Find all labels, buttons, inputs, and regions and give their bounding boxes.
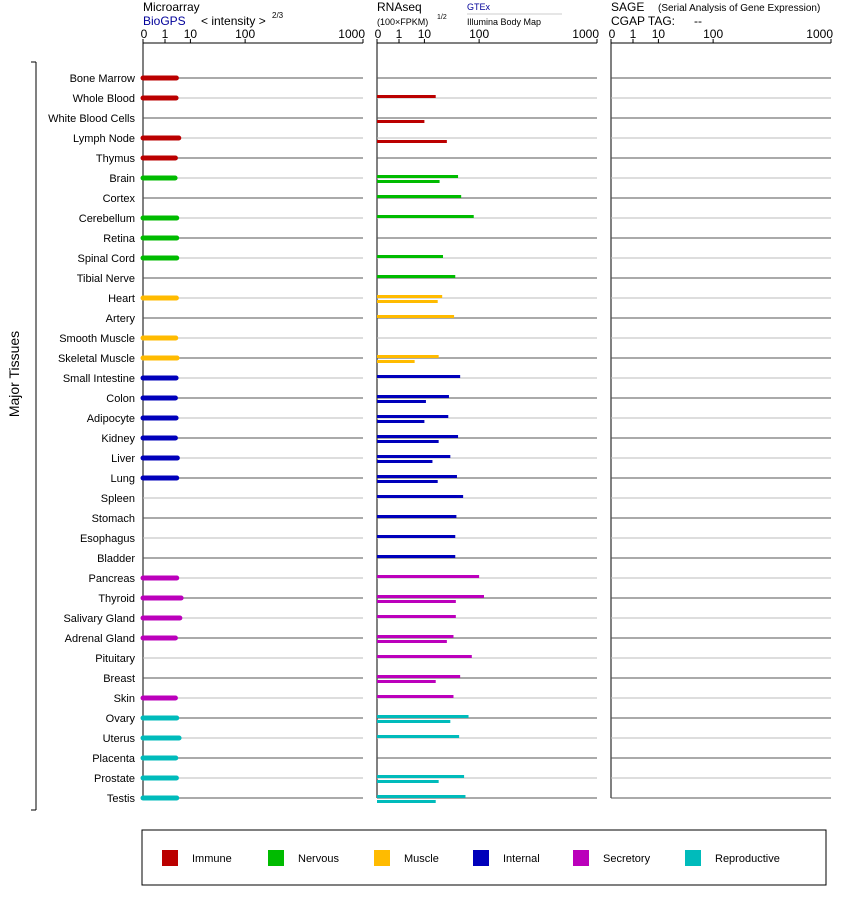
tissue-label: Spinal Cord bbox=[77, 253, 135, 265]
ibm-bar bbox=[377, 300, 438, 303]
tissue-label: Stomach bbox=[91, 513, 135, 525]
x-tick-label: 1000 bbox=[572, 27, 599, 41]
tissue-label: White Blood Cells bbox=[48, 113, 135, 125]
legend-label-muscle: Muscle bbox=[404, 853, 439, 865]
gtex-bar bbox=[377, 175, 458, 178]
legend-label-internal: Internal bbox=[503, 853, 540, 865]
legend-label-secretory: Secretory bbox=[603, 853, 651, 865]
x-tick-label: 1000 bbox=[338, 27, 365, 41]
legend-label-reproductive: Reproductive bbox=[715, 853, 780, 865]
tissue-label: Smooth Muscle bbox=[59, 333, 135, 345]
microarray-bar-base bbox=[143, 296, 146, 301]
microarray-bar-base bbox=[143, 636, 146, 641]
microarray-scale-exponent: 2/3 bbox=[272, 11, 284, 20]
panel-headers bbox=[143, 0, 820, 28]
ibm-bar bbox=[377, 780, 439, 783]
tissue-label: Lymph Node bbox=[73, 133, 135, 145]
tissue-label: Thymus bbox=[95, 153, 135, 165]
microarray-bar-base bbox=[143, 576, 146, 581]
x-tick-label: 0 bbox=[608, 27, 616, 41]
microarray-scale-label: < intensity > bbox=[201, 14, 266, 28]
ibm-bar bbox=[377, 600, 456, 603]
y-axis-label: Major Tissues bbox=[6, 330, 22, 418]
gtex-bar bbox=[377, 435, 458, 438]
gtex-bar bbox=[377, 515, 456, 518]
gtex-bar bbox=[377, 775, 464, 778]
microarray-bar-base bbox=[143, 776, 146, 781]
tissue-label: Cerebellum bbox=[78, 213, 135, 225]
microarray-bar-base bbox=[143, 436, 146, 441]
tissue-label: Prostate bbox=[94, 773, 135, 785]
microarray-bar-base bbox=[143, 336, 146, 341]
gtex-bar bbox=[377, 475, 457, 478]
microarray-bar-base bbox=[143, 616, 146, 621]
ibm-bar bbox=[377, 640, 447, 643]
microarray-bar-base bbox=[143, 796, 146, 801]
ibm-bar bbox=[377, 440, 439, 443]
x-tick-label: 1 bbox=[395, 27, 403, 41]
tissue-label: Bladder bbox=[97, 553, 135, 565]
sage-title: SAGE bbox=[611, 0, 645, 14]
x-tick-label: 100 bbox=[703, 27, 724, 41]
gtex-bar bbox=[377, 695, 453, 698]
rnaseq-unit-label: (100×FPKM) bbox=[377, 17, 429, 27]
tissue-label: Liver bbox=[111, 453, 135, 465]
tissue-label: Pituitary bbox=[95, 653, 135, 665]
ibm-bar bbox=[377, 180, 440, 183]
tissue-label: Placenta bbox=[92, 753, 135, 765]
microarray-bar-base bbox=[143, 596, 146, 601]
gtex-bar bbox=[377, 595, 484, 598]
x-tick-label: 1000 bbox=[806, 27, 833, 41]
gtex-bar bbox=[377, 735, 459, 738]
ibm-bar bbox=[377, 480, 438, 483]
microarray-bar-base bbox=[143, 76, 146, 81]
tissue-label: Cortex bbox=[102, 193, 135, 205]
gtex-bar bbox=[377, 375, 460, 378]
ibm-bar bbox=[377, 360, 415, 363]
x-tick-label: 100 bbox=[469, 27, 490, 41]
tissue-label: Tibial Nerve bbox=[76, 273, 135, 285]
legend-swatch-immune bbox=[162, 850, 178, 866]
legend-swatch-internal bbox=[473, 850, 489, 866]
legend-swatch-nervous bbox=[268, 850, 284, 866]
gtex-bar bbox=[377, 655, 472, 658]
tissue-label: Uterus bbox=[102, 733, 135, 745]
microarray-bar-base bbox=[143, 236, 146, 241]
expression-bars bbox=[143, 76, 484, 804]
gtex-bar bbox=[377, 355, 439, 358]
gtex-bar bbox=[377, 255, 443, 258]
legend-swatch-reproductive bbox=[685, 850, 701, 866]
microarray-bar-base bbox=[143, 356, 146, 361]
gtex-bar bbox=[377, 555, 455, 558]
ibm-bar bbox=[377, 420, 424, 423]
gtex-bar bbox=[377, 675, 460, 678]
ibm-bar bbox=[377, 140, 447, 143]
microarray-bar-base bbox=[143, 456, 146, 461]
y-axis-bracket bbox=[31, 62, 36, 810]
microarray-bar-base bbox=[143, 756, 146, 761]
tissue-label: Kidney bbox=[101, 433, 135, 445]
gtex-bar bbox=[377, 395, 449, 398]
ibm-bar bbox=[377, 120, 424, 123]
x-tick-label: 10 bbox=[183, 27, 198, 41]
gtex-bar bbox=[377, 455, 450, 458]
microarray-source-link[interactable]: BioGPS bbox=[143, 14, 186, 28]
tissue-label: Esophagus bbox=[79, 533, 135, 545]
gtex-bar bbox=[377, 635, 453, 638]
tissue-label: Small Intestine bbox=[62, 373, 135, 385]
ibm-bar bbox=[377, 720, 450, 723]
tissue-label: Ovary bbox=[105, 713, 135, 725]
tissue-label: Bone Marrow bbox=[69, 73, 135, 85]
microarray-bar-base bbox=[143, 136, 146, 141]
legend-swatch-muscle bbox=[374, 850, 390, 866]
microarray-bar-base bbox=[143, 716, 146, 721]
tissue-label: Thyroid bbox=[98, 593, 135, 605]
gtex-bar bbox=[377, 715, 469, 718]
sage-subtitle: (Serial Analysis of Gene Expression) bbox=[658, 3, 821, 14]
microarray-bar-base bbox=[143, 376, 146, 381]
x-tick-label: 1 bbox=[161, 27, 169, 41]
gtex-bar bbox=[377, 195, 461, 198]
microarray-bar-base bbox=[143, 96, 146, 101]
row-gridlines bbox=[143, 78, 831, 798]
gtex-bar bbox=[377, 495, 463, 498]
microarray-bar-base bbox=[143, 476, 146, 481]
tissue-label: Breast bbox=[103, 673, 135, 685]
ibm-source-label: Illumina Body Map bbox=[467, 17, 542, 27]
microarray-bar-base bbox=[143, 156, 146, 161]
tissue-label: Spleen bbox=[100, 493, 135, 505]
tissue-label: Adrenal Gland bbox=[64, 633, 135, 645]
microarray-bar-base bbox=[143, 696, 146, 701]
ibm-bar bbox=[377, 680, 436, 683]
x-tick-label: 100 bbox=[235, 27, 256, 41]
microarray-bar-base bbox=[143, 256, 146, 261]
gtex-bar bbox=[377, 95, 436, 98]
microarray-bar-base bbox=[143, 736, 146, 741]
x-tick-label: 0 bbox=[140, 27, 148, 41]
ibm-bar bbox=[377, 400, 426, 403]
tissue-label: Retina bbox=[103, 233, 135, 245]
gtex-bar bbox=[377, 795, 465, 798]
gtex-bar bbox=[377, 275, 455, 278]
gtex-bar bbox=[377, 215, 474, 218]
tissue-label: Brain bbox=[109, 173, 135, 185]
rnaseq-title: RNAseq bbox=[377, 0, 422, 14]
tissue-label: Lung bbox=[110, 473, 135, 485]
microarray-bar-base bbox=[143, 216, 146, 221]
sage-tag-label: CGAP TAG: bbox=[611, 14, 676, 28]
tissue-label: Testis bbox=[106, 793, 135, 805]
tissue-labels bbox=[48, 73, 136, 805]
x-tick-label: 0 bbox=[374, 27, 382, 41]
ibm-bar bbox=[377, 460, 432, 463]
tissue-label: Heart bbox=[108, 293, 135, 305]
tissue-label: Pancreas bbox=[88, 573, 135, 585]
sage-tag-value: -- bbox=[694, 14, 702, 28]
microarray-bar-base bbox=[143, 176, 146, 181]
tissue-label: Adipocyte bbox=[86, 413, 135, 425]
tissue-label: Skin bbox=[113, 693, 135, 705]
tissue-label: Skeletal Muscle bbox=[57, 353, 135, 365]
gtex-bar bbox=[377, 415, 448, 418]
tissue-label: Artery bbox=[105, 313, 135, 325]
x-tick-label: 10 bbox=[417, 27, 432, 41]
tissue-label: Whole Blood bbox=[72, 93, 135, 105]
tissue-label: Colon bbox=[106, 393, 135, 405]
gtex-bar bbox=[377, 575, 479, 578]
microarray-bar-base bbox=[143, 396, 146, 401]
tissue-label: Salivary Gland bbox=[63, 613, 135, 625]
x-tick-label: 10 bbox=[651, 27, 666, 41]
gtex-bar bbox=[377, 315, 454, 318]
ibm-bar bbox=[377, 800, 436, 803]
gtex-bar bbox=[377, 535, 455, 538]
gtex-bar bbox=[377, 295, 442, 298]
microarray-bar-base bbox=[143, 416, 146, 421]
legend-label-immune: Immune bbox=[192, 853, 232, 865]
gtex-bar bbox=[377, 615, 456, 618]
x-tick-label: 1 bbox=[629, 27, 637, 41]
panel-axes bbox=[141, 27, 834, 798]
rnaseq-unit-exponent: 1/2 bbox=[437, 14, 447, 21]
legend-label-nervous: Nervous bbox=[298, 853, 339, 865]
legend-swatch-secretory bbox=[573, 850, 589, 866]
gtex-source-link[interactable]: GTEx bbox=[467, 2, 491, 12]
microarray-title: Microarray bbox=[143, 0, 200, 14]
